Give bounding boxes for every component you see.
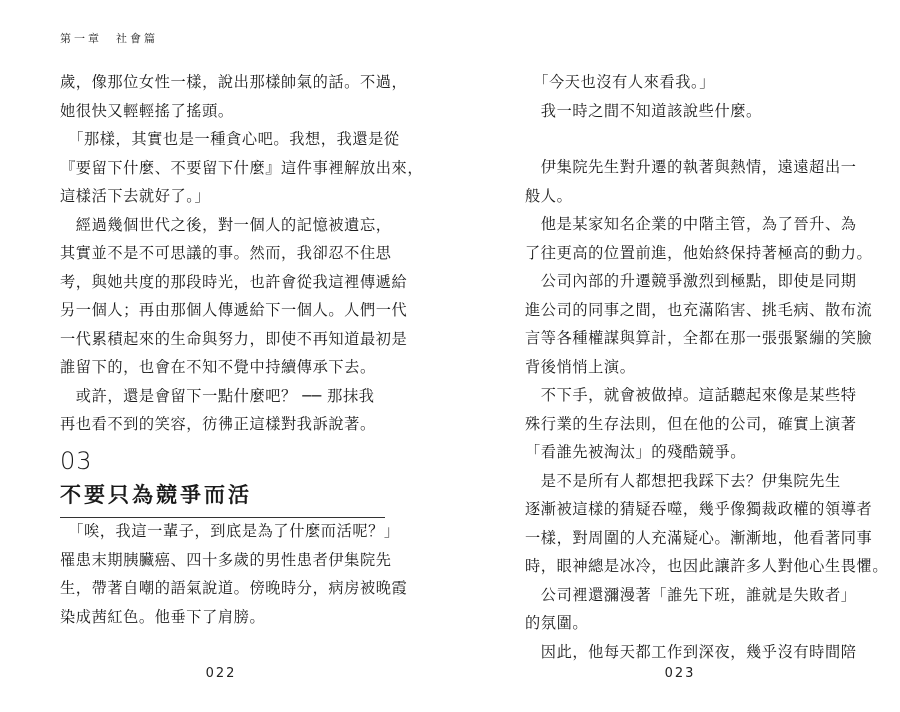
paragraph-gap (525, 125, 850, 153)
paragraph (60, 125, 424, 211)
text-line: 考，與她共度的那段時光，也許會從我這裡傳遞給 (60, 272, 408, 291)
text-line: 我一時之間不知道該說些什麼。 (525, 101, 762, 120)
paragraph (525, 153, 857, 210)
text-line: 因此，他每天都工作到深夜，幾乎沒有時間陪 (525, 642, 857, 661)
section-heading (60, 447, 385, 518)
left-page-body (60, 68, 424, 439)
text-line: 不下手，就會被做掉。這話聽起來像是某些特 (525, 386, 857, 404)
paragraph (60, 211, 408, 382)
paragraph (60, 68, 408, 125)
text-line: 背後悄悄上演。 (525, 357, 636, 376)
text-line: 染成茜紅色。他垂下了肩膀。 (60, 607, 266, 626)
paragraph (525, 97, 850, 126)
text-line: 這樣活下去就好了。」 (60, 187, 211, 205)
text-line: 歲，像那位女性一樣，說出那樣帥氣的話。不過， (60, 73, 408, 91)
text-line: 「那樣，其實也是一種貪心吧。我想，我還是從 (60, 130, 400, 148)
paragraph (60, 517, 408, 631)
paragraph (525, 467, 889, 581)
text-line: 再也看不到的笑容，彷彿正這樣對我訴說著。 (60, 415, 376, 433)
text-line: 經過幾個世代之後，對一個人的記憶被遺忘， (60, 215, 392, 234)
page-number-left: 022 (205, 666, 237, 681)
text-line: 言等各種權謀與算計，全都在那一張張緊繃的笑臉 (525, 329, 873, 347)
running-header: 第一章 社會篇 (60, 32, 158, 45)
text-line: 公司裡還瀰漫著「誰先下班，誰就是失敗者」 (525, 585, 857, 604)
text-line: 他是某家知名企業的中階主管，為了晉升、為 (525, 215, 857, 233)
left-page (60, 0, 424, 712)
text-line: 「看誰先被淘汰」的殘酷競爭。 (525, 443, 747, 461)
section-number: 03 (60, 447, 93, 475)
paragraph (525, 267, 873, 381)
text-line: 了往更高的位置前進，他始終保持著極高的動力。 (525, 243, 873, 262)
paragraph (60, 382, 385, 439)
text-line: 她很快又輕輕搖了搖頭。 (60, 101, 234, 120)
text-line: 生，帶著自嘲的語氣說道。傍晚時分，病房被晚霞 (60, 579, 408, 597)
text-line: 逐漸被這樣的猜疑吞噬，幾乎像獨裁政權的領導者 (525, 500, 873, 518)
paragraph (525, 638, 857, 667)
paragraph (525, 581, 857, 638)
text-line: 一樣，對周圍的人充滿疑心。漸漸地，他看著同事 (525, 528, 873, 547)
text-line: 般人。 (525, 186, 573, 205)
text-line: 殊行業的生存法則，但在他的公司，確實上演著 (525, 414, 857, 433)
paragraph (525, 381, 857, 467)
text-line: 另一個人；再由那個人傳遞給下一個人。人們一代 (60, 301, 408, 319)
text-line: 公司內部的升遷競爭激烈到極點，即使是同期 (525, 272, 857, 290)
text-line: 「今天也沒有人來看我。」 (525, 73, 716, 91)
text-line: 是不是所有人都想把我踩下去？伊集院先生 (525, 471, 841, 490)
section-body (60, 517, 408, 631)
text-line: 的氛圍。 (525, 614, 589, 632)
page-number-right: 023 (664, 666, 696, 681)
text-line: 誰留下的，也會在不知不覺中持續傳承下去。 (60, 358, 376, 376)
paragraph (525, 68, 850, 97)
text-line: 時，眼神總是冰冷，也因此讓許多人對他心生畏懼。 (525, 557, 889, 575)
text-line: 或許，還是會留下一點什麼吧？ ── 那抹我 (60, 386, 375, 405)
paragraph (525, 210, 873, 267)
text-line: 『要留下什麼、不要留下什麼』這件事裡解放出來， (60, 158, 424, 177)
text-line: 一代累積起來的生命與努力，即使不再知道最初是 (60, 329, 408, 348)
text-line: 進公司的同事之間，也充滿陷害、挑毛病、散布流 (525, 300, 873, 319)
section-title: 不要只為競爭而活 (60, 482, 252, 507)
text-line: 伊集院先生對升遷的執著與熱情，遠遠超出一 (525, 158, 857, 176)
right-page (525, 0, 889, 712)
text-line: 罹患末期胰臟癌、四十多歲的男性患者伊集院先 (60, 550, 392, 569)
text-line: 其實並不是不可思議的事。然而，我卻忍不住思 (60, 244, 392, 262)
right-page-body (525, 68, 889, 666)
text-line: 「唉，我這一輩子，到底是為了什麼而活呢？」 (60, 522, 400, 540)
